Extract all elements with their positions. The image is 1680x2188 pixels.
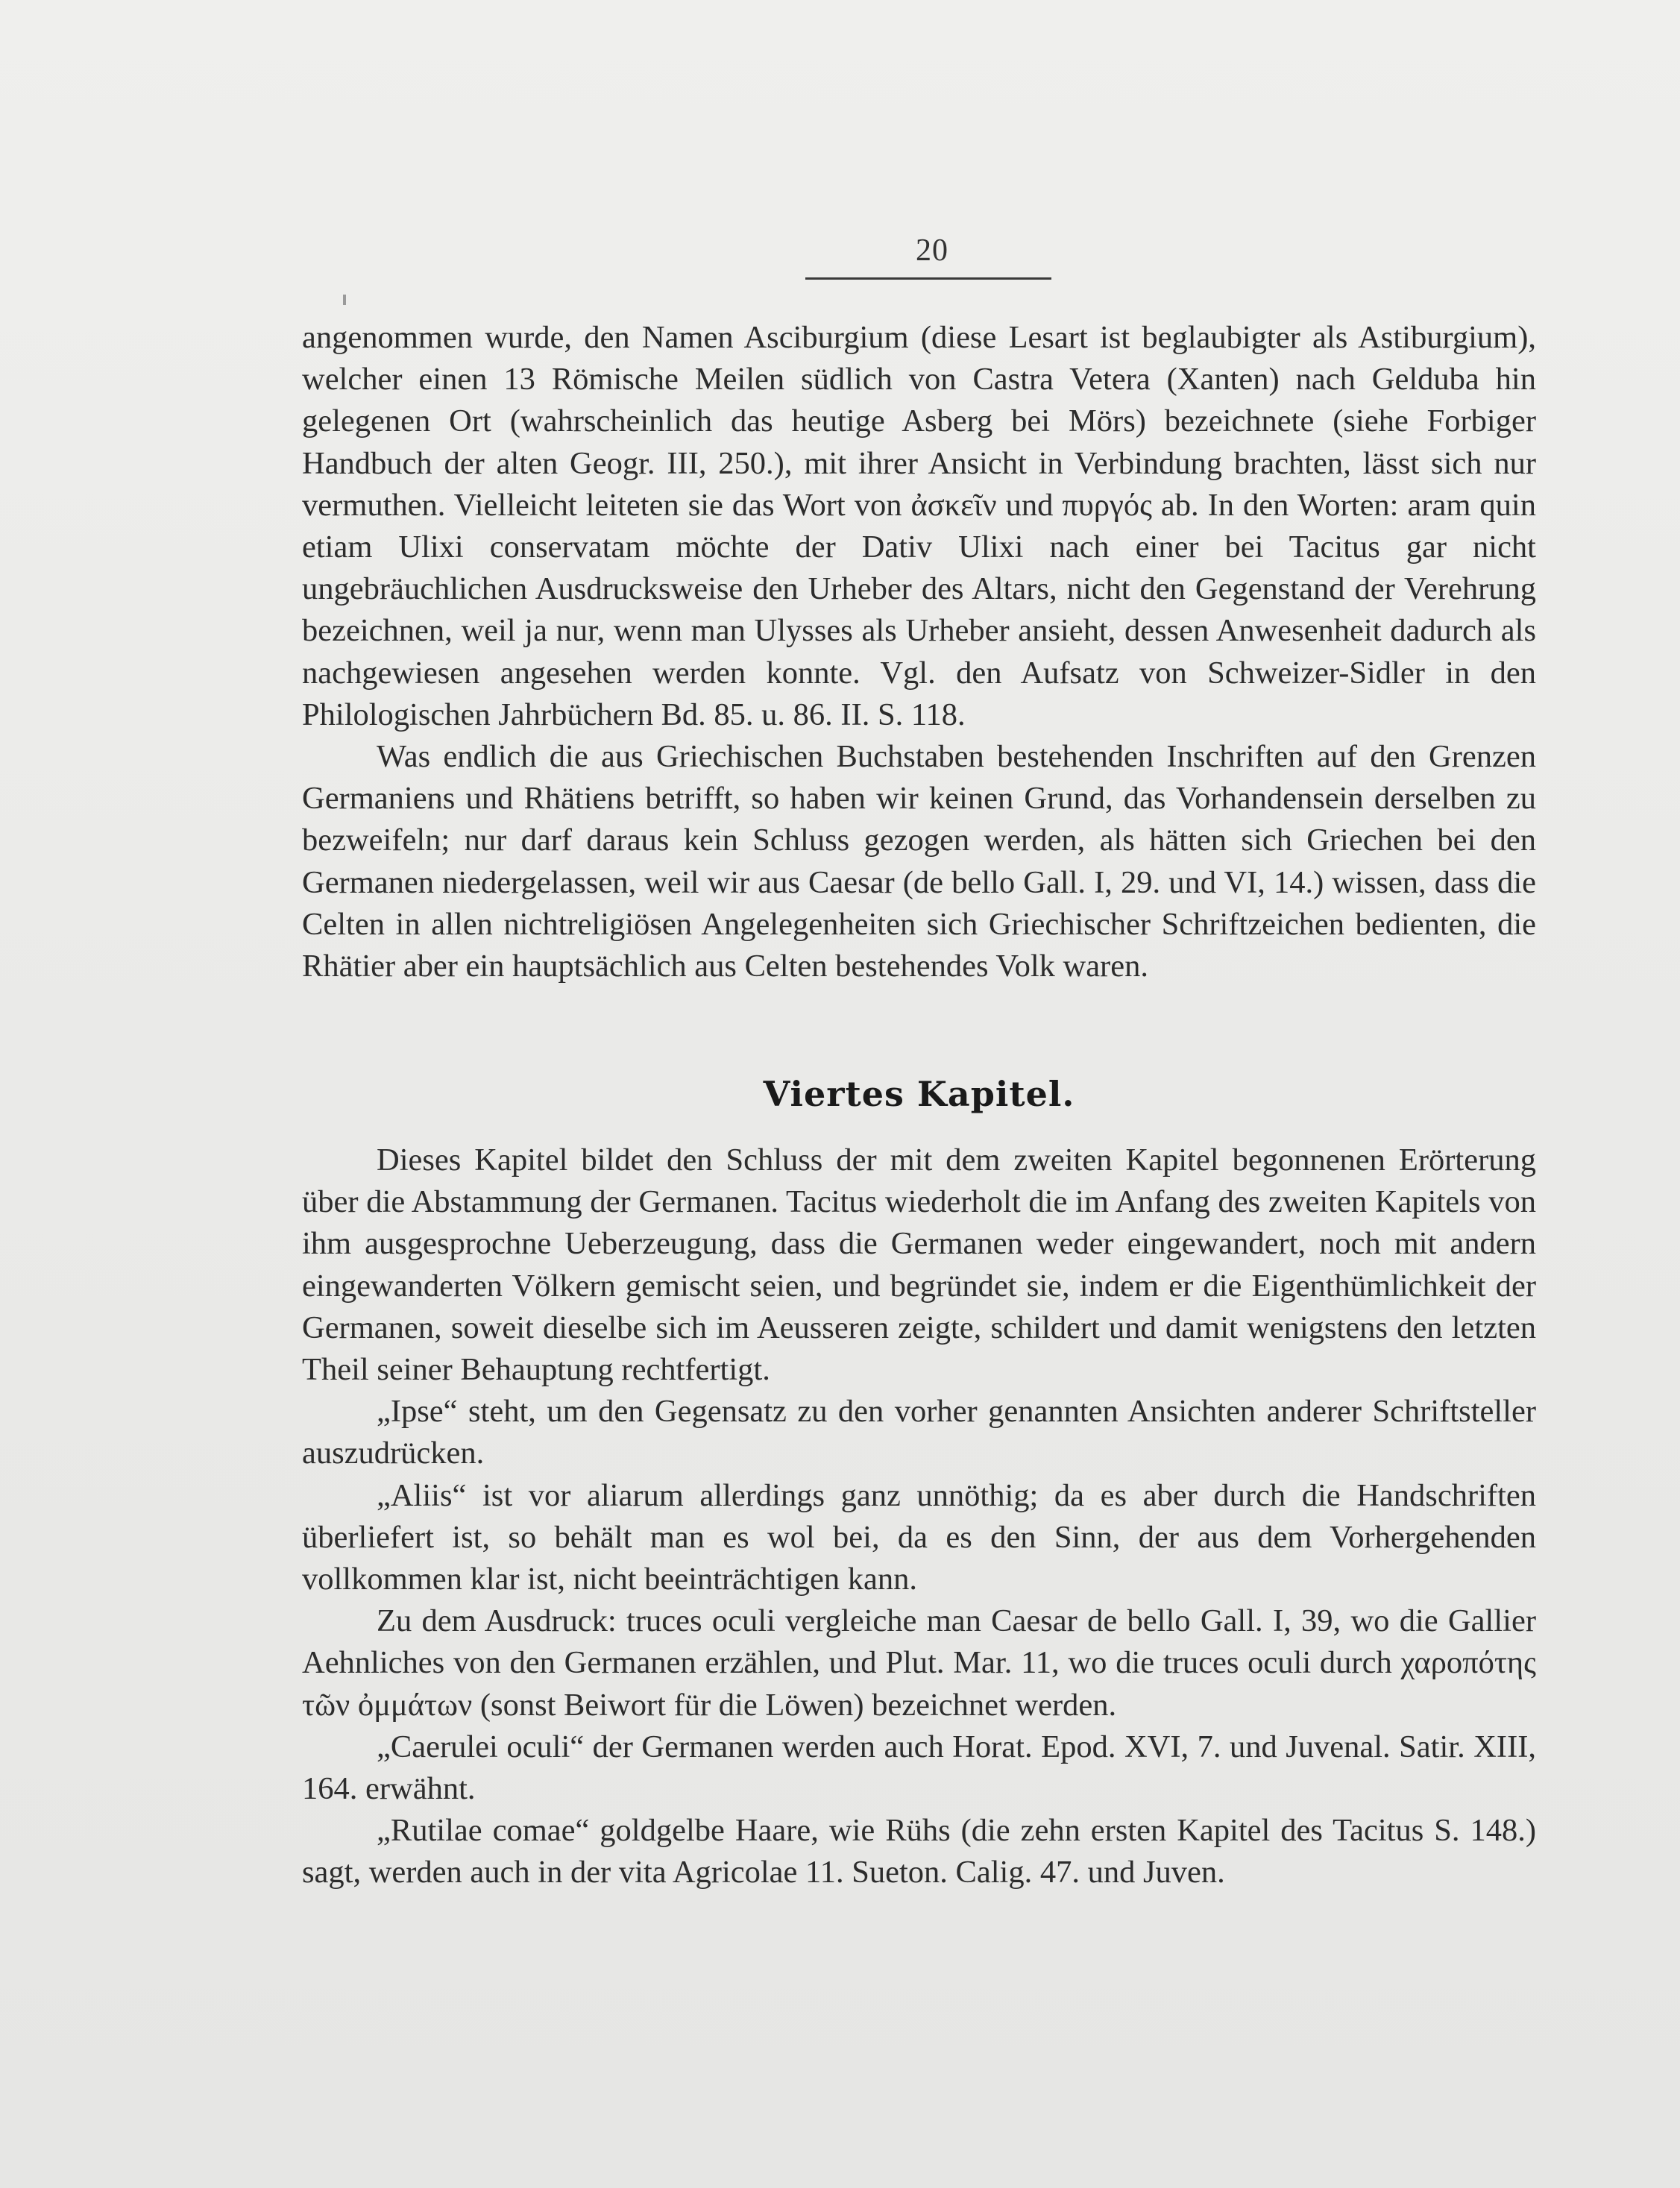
bottom-text-block xyxy=(302,1139,1536,1894)
paragraph: „Caerulei oculi“ der Germanen werden auch Horat. Epod. XVI, 7. und Juvenal. Satir. XIII, 164. erwähnt. xyxy=(302,1729,1536,1807)
scan-speck xyxy=(343,295,346,305)
paragraph: angenommen wurde, den Namen Asciburgium (diese Lesart ist beglaubigter als Astiburgium), welcher einen 13 Römische Meilen südlich von Castra Vetera (Xanten) nach Gelduba hin gelegenen Ort (wahrscheinlich das heutige Asberg bei Mörs) bezeichnete (siehe Forbiger Handbuch der alten Geogr. III, 250.), mit ihrer Ansicht in Verbindung brachten, lässt sich nur vermuthen. Vielleicht leiteten sie das Wort von ἀσκεῖν und πυργός ab. In den Worten: aram quin etiam Ulixi conservatam möchte der Dativ Ulixi nach einer bei Tacitus gar nicht ungebräuchlichen Ausdrucksweise den Urheber des Altars, nicht den Gegenstand der Verehrung bezeichnen, weil ja nur, wenn man Ulysses als Urheber ansieht, dessen Anwesenheit dadurch als nachgewiesen angesehen werden konnte. Vgl. den Aufsatz von Schweizer-Sidler in den Philologischen Jahrbüchern Bd. 85. u. 86. II. S. 118. xyxy=(302,320,1536,732)
paragraph: „Rutilae comae“ goldgelbe Haare, wie Rühs (die zehn ersten Kapitel des Tacitus S. 148.) sagt, werden auch in der vita Agricolae 11. Sueton. Calig. 47. und Juven. xyxy=(302,1813,1536,1890)
page-number: 20 xyxy=(916,233,948,268)
paragraph: „Aliis“ ist vor aliarum allerdings ganz unnöthig; da es aber durch die Handschriften überliefert ist, so behält man es wol bei, da es den Sinn, der aus dem Vorhergehenden vollkommen klar ist, nicht beeinträchtigen kann. xyxy=(302,1477,1536,1597)
chapter-heading: Viertes Kapitel. xyxy=(763,1074,1075,1114)
paragraph: Dieses Kapitel bildet den Schluss der mit dem zweiten Kapitel begonnenen Erörterung über die Abstammung der Germanen. Tacitus wiederholt die im Anfang des zweiten Kapitels von ihm ausgesprochne Ueberzeugung, dass die Germanen weder eingewandert, noch mit andern eingewanderten Völkern gemischt seien, und begründet sie, indem er die Eigenthümlichkeit der Germanen, soweit dieselbe sich im Aeusseren zeigte, schildert und damit wenigstens den letzten Theil seiner Behauptung rechtfertigt. xyxy=(302,1142,1536,1388)
paragraph: „Ipse“ steht, um den Gegensatz zu den vorher genannten Ansichten anderer Schriftsteller auszudrücken. xyxy=(302,1394,1536,1471)
paragraph: Zu dem Ausdruck: truces oculi vergleiche man Caesar de bello Gall. I, 39, wo die Gallier Aehnliches von den Germanen erzählen, und Plut. Mar. 11, wo die truces oculi durch χαροπότης τῶν ὀμμάτων (sonst Beiwort für die Löwen) bezeichnet werden. xyxy=(302,1603,1536,1723)
top-text-block xyxy=(302,317,1536,987)
header-rule xyxy=(805,277,1051,280)
paragraph: Was endlich die aus Griechischen Buchstaben bestehenden Inschriften auf den Grenzen Germaniens und Rhätiens betrifft, so haben wir keinen Grund, das Vorhandensein derselben zu bezweifeln; nur darf daraus kein Schluss gezogen werden, als hätten sich Griechen bei den Germanen niedergelassen, weil wir aus Caesar (de bello Gall. I, 29. und VI, 14.) wissen, dass die Celten in allen nichtreligiösen Angelegenheiten sich Griechischer Schriftzeichen bedienten, die Rhätier aber ein hauptsächlich aus Celten bestehendes Volk waren. xyxy=(302,739,1536,984)
